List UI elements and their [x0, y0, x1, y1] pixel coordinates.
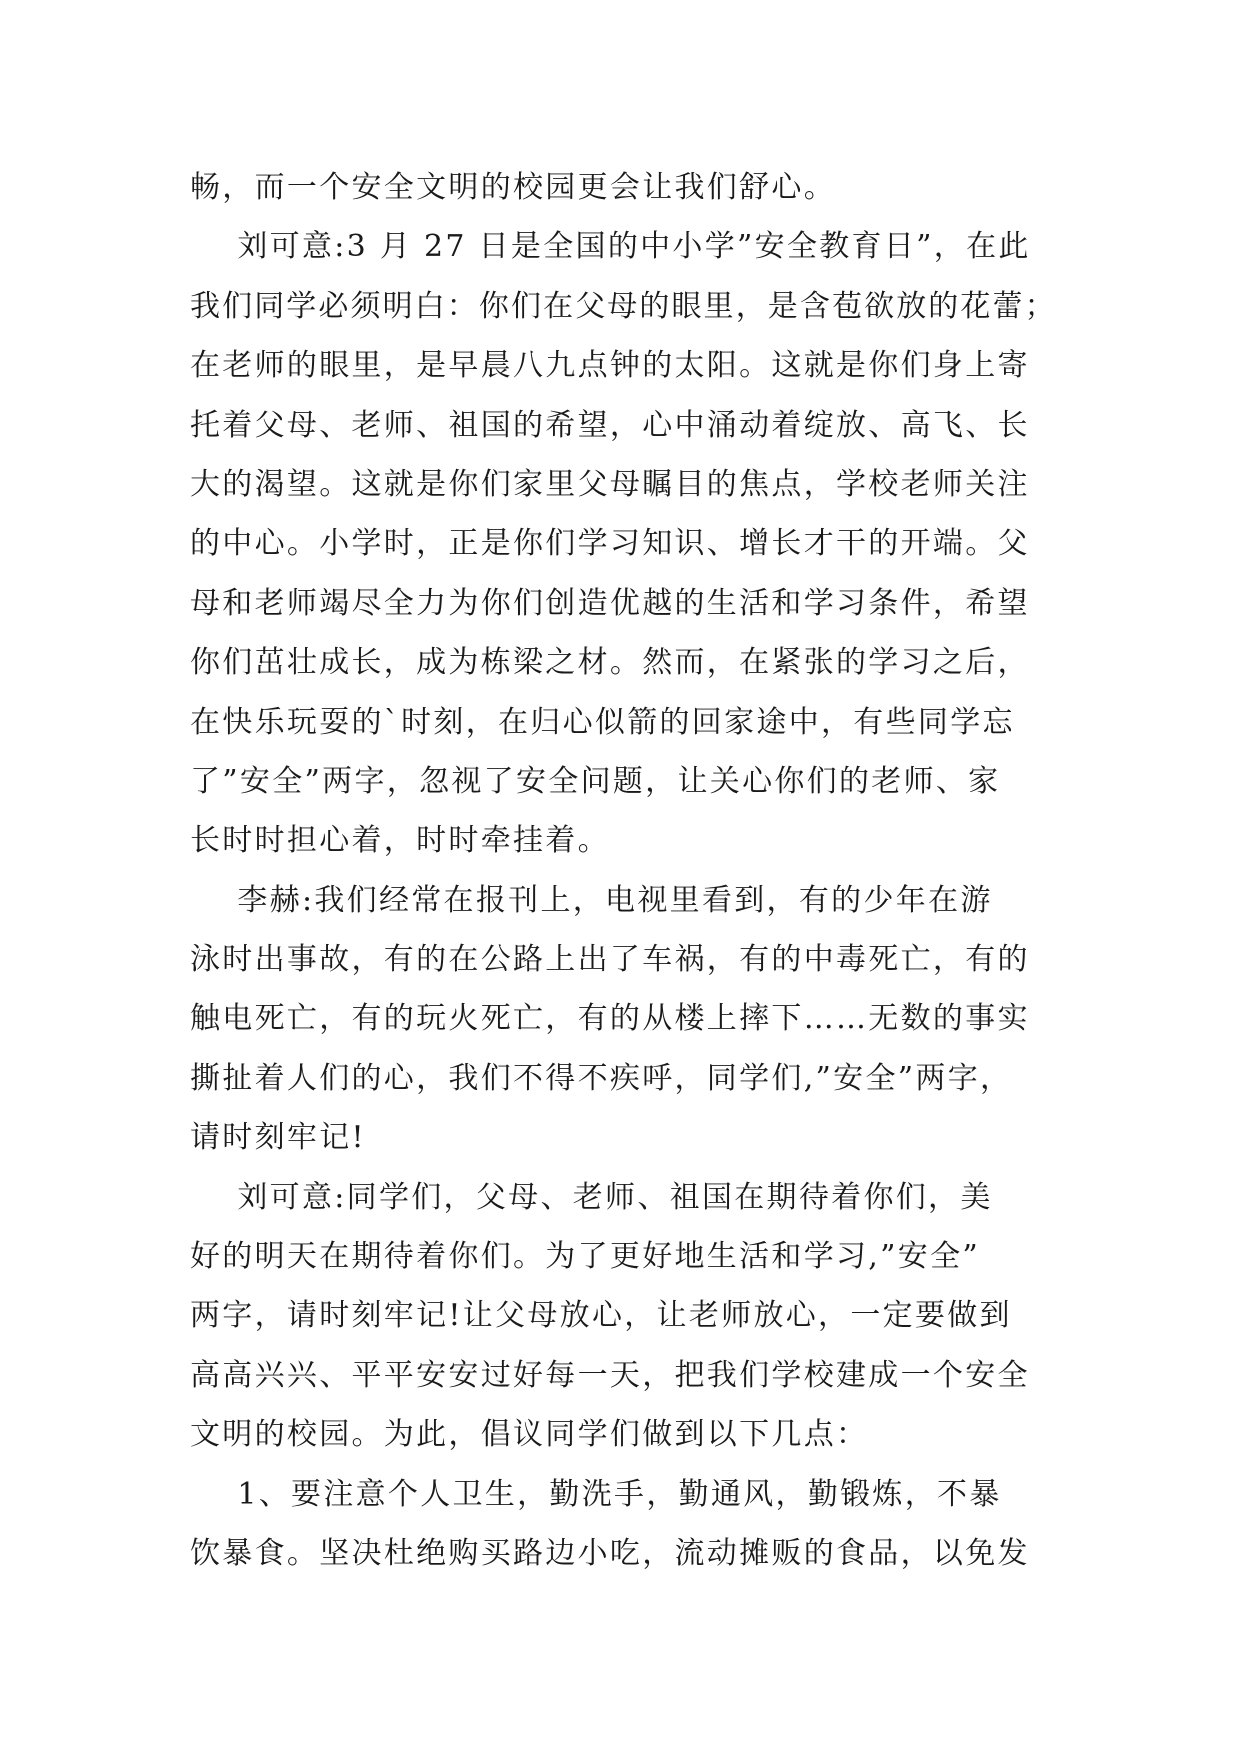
text-line: 高高兴兴、平平安安过好每一天，把我们学校建成一个安全 — [190, 1357, 1030, 1393]
text-line: 大的渴望。这就是你们家里父母瞩目的焦点，学校老师关注 — [190, 466, 1030, 502]
text-line: 在老师的眼里，是早晨八九点钟的太阳。这就是你们身上寄 — [190, 348, 1030, 384]
text-line: 撕扯着人们的心，我们不得不疾呼，同学们,”安全”两字， — [190, 1060, 1013, 1096]
text-line: 刘可意:3 月 27 日是全国的中小学”安全教育日”，在此 — [190, 229, 1031, 265]
text-line: 触电死亡，有的玩火死亡，有的从楼上摔下……无数的事实 — [190, 1001, 1030, 1037]
text-line: 我们同学必须明白：你们在父母的眼里，是含苞欲放的花蕾； — [190, 288, 1057, 324]
text-line: 文明的校园。为此，倡议同学们做到以下几点： — [190, 1417, 869, 1453]
text-line: 了”安全”两字，忽视了安全问题，让关心你们的老师、家 — [190, 763, 1001, 799]
text-line: 泳时出事故，有的在公路上出了车祸，有的中毒死亡，有的 — [190, 942, 1030, 978]
text-line: 托着父母、老师、祖国的希望，心中涌动着绽放、高飞、长 — [190, 407, 1030, 443]
text-line: 请时刻牢记! — [190, 1120, 366, 1156]
text-line: 1、要注意个人卫生，勤洗手，勤通风，勤锻炼，不暴 — [190, 1476, 1002, 1512]
text-line: 母和老师竭尽全力为你们创造优越的生活和学习条件，希望 — [190, 585, 1030, 621]
text-line: 的中心。小学时，正是你们学习知识、增长才干的开端。父 — [190, 526, 1030, 562]
text-line: 长时时担心着，时时牵挂着。 — [190, 823, 610, 859]
text-line: 在快乐玩耍的`时刻，在归心似箭的回家途中，有些同学忘 — [190, 704, 1015, 740]
body-text — [190, 158, 1060, 1583]
text-line: 李赫:我们经常在报刊上，电视里看到，有的少年在游 — [190, 882, 993, 918]
text-line: 刘可意:同学们，父母、老师、祖国在期待着你们，美 — [190, 1179, 993, 1215]
text-line: 饮暴食。坚决杜绝购买路边小吃，流动摊贩的食品，以免发 — [190, 1535, 1030, 1571]
text-line: 两字，请时刻牢记!让父母放心，让老师放心，一定要做到 — [190, 1298, 1012, 1334]
text-line: 你们茁壮成长，成为栋梁之材。然而，在紧张的学习之后， — [190, 645, 1030, 681]
text-line: 好的明天在期待着你们。为了更好地生活和学习,”安全” — [190, 1239, 981, 1275]
text-line: 畅，而一个安全文明的校园更会让我们舒心。 — [190, 170, 836, 205]
